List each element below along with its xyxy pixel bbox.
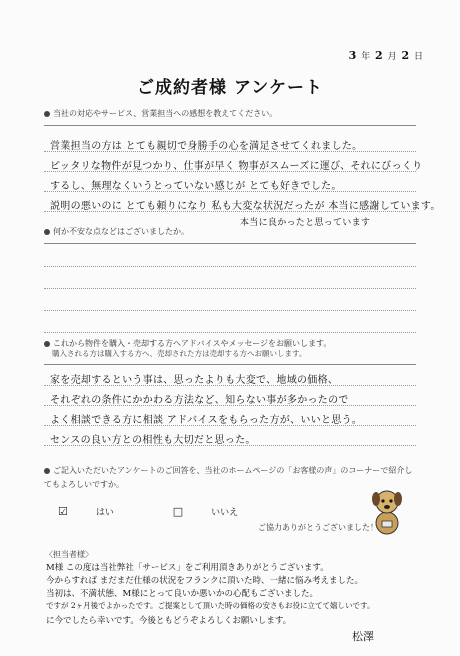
consent-no-option[interactable]: □ いいえ — [172, 505, 239, 518]
advice-line: それぞれの条件にかかわる方法など、知らない事が多かったので — [50, 395, 349, 406]
staff-line: ですが 2ヶ月後でよかったです。ご提案として頂いた時の価格の安さもお役に立てて嬉しいです。 — [46, 601, 375, 610]
staff-line: 当初は、不満状態、M様にとって良いか悪いかの心配もございました。 — [46, 589, 319, 599]
section-consent — [44, 464, 416, 492]
staff-line: 今からすれば まだまだ仕様の状況をフランクに頂いた時、一緒に悩み考えました。 — [46, 576, 364, 586]
advice-line: センスの良い方との相性も大切だと思った。 — [50, 435, 256, 446]
staff-heading: 〈担当者様〉 — [45, 550, 93, 559]
feedback-extra: 本当に良かったと思っています — [240, 218, 371, 228]
bullet-icon — [44, 111, 50, 117]
section-concerns — [44, 227, 416, 340]
survey-date — [349, 49, 424, 62]
thanks-message: ご協力ありがとうございました！ — [258, 523, 378, 532]
feedback-answer-box[interactable] — [44, 125, 441, 232]
advice-line: よく相談できる方に相談 アドバイスをもらった方が、いいと思う。 — [50, 415, 363, 426]
bullet-icon — [44, 468, 50, 474]
concerns-answer-box[interactable] — [44, 243, 416, 340]
feedback-line: 説明の悪いのに とても頼りになり 私も大変な状況だったが 本当に感謝しています。 — [50, 201, 441, 212]
date-year-unit: 年 — [361, 52, 372, 62]
consent-yes-option[interactable]: ☑ はい — [58, 505, 114, 518]
feedback-line: ピッタリな物件が見つかり、仕事が早く 物事がスムーズに運び、それにびっくり — [50, 161, 423, 172]
section-advice — [44, 339, 416, 453]
page-title: ご成約者様 アンケート — [137, 78, 323, 98]
bullet-icon — [44, 341, 50, 347]
date-day-unit: 日 — [413, 52, 424, 62]
date-day: 2 — [401, 49, 411, 62]
date-month-unit: 月 — [387, 52, 398, 62]
staff-signature: 松澤 — [352, 630, 374, 643]
consent-question: ご記入いただいたアンケートのご回答を、当社のホームページの「お客様の声」のコーナーで紹介してもよろしいですか。 — [44, 466, 413, 489]
section-concerns-question: 何か不安な点などはございましたか。 — [44, 227, 416, 237]
staff-line: M様 この度は当社弊社「サービス」をご利用頂きありがとうございます。 — [46, 563, 329, 573]
checkbox-checked-icon[interactable]: ☑ — [58, 505, 68, 518]
advice-answer-box[interactable] — [44, 364, 416, 453]
advice-line: 家を売却するという事は、思ったよりも大変で、地域の価格、 — [50, 375, 339, 386]
section-feedback — [44, 109, 441, 232]
staff-line: に今でしたら幸いです。今後ともどうぞよろしくお願いします。 — [46, 616, 292, 626]
bullet-icon — [44, 229, 50, 235]
date-month: 2 — [375, 49, 384, 62]
checkbox-empty-icon[interactable]: □ — [172, 505, 184, 518]
section-advice-question: これから物件を購入・売却する方へアドバイスやメッセージをお願いします。 — [44, 339, 416, 349]
date-year: 3 — [348, 49, 358, 62]
feedback-line: するし、無理なくいうとっていない感じが とても好きでした。 — [50, 181, 342, 192]
feedback-line: 営業担当の方は とても親切で身勝手の心を満足させてくれました。 — [50, 141, 363, 152]
section-advice-hint: 購入される方は購入する方へ、売却された方は売却する方へお願いします。 — [52, 349, 307, 358]
section-feedback-question: 当社の対応やサービス、営業担当への感想を教えてください。 — [44, 109, 416, 119]
consent-choices — [58, 505, 294, 518]
